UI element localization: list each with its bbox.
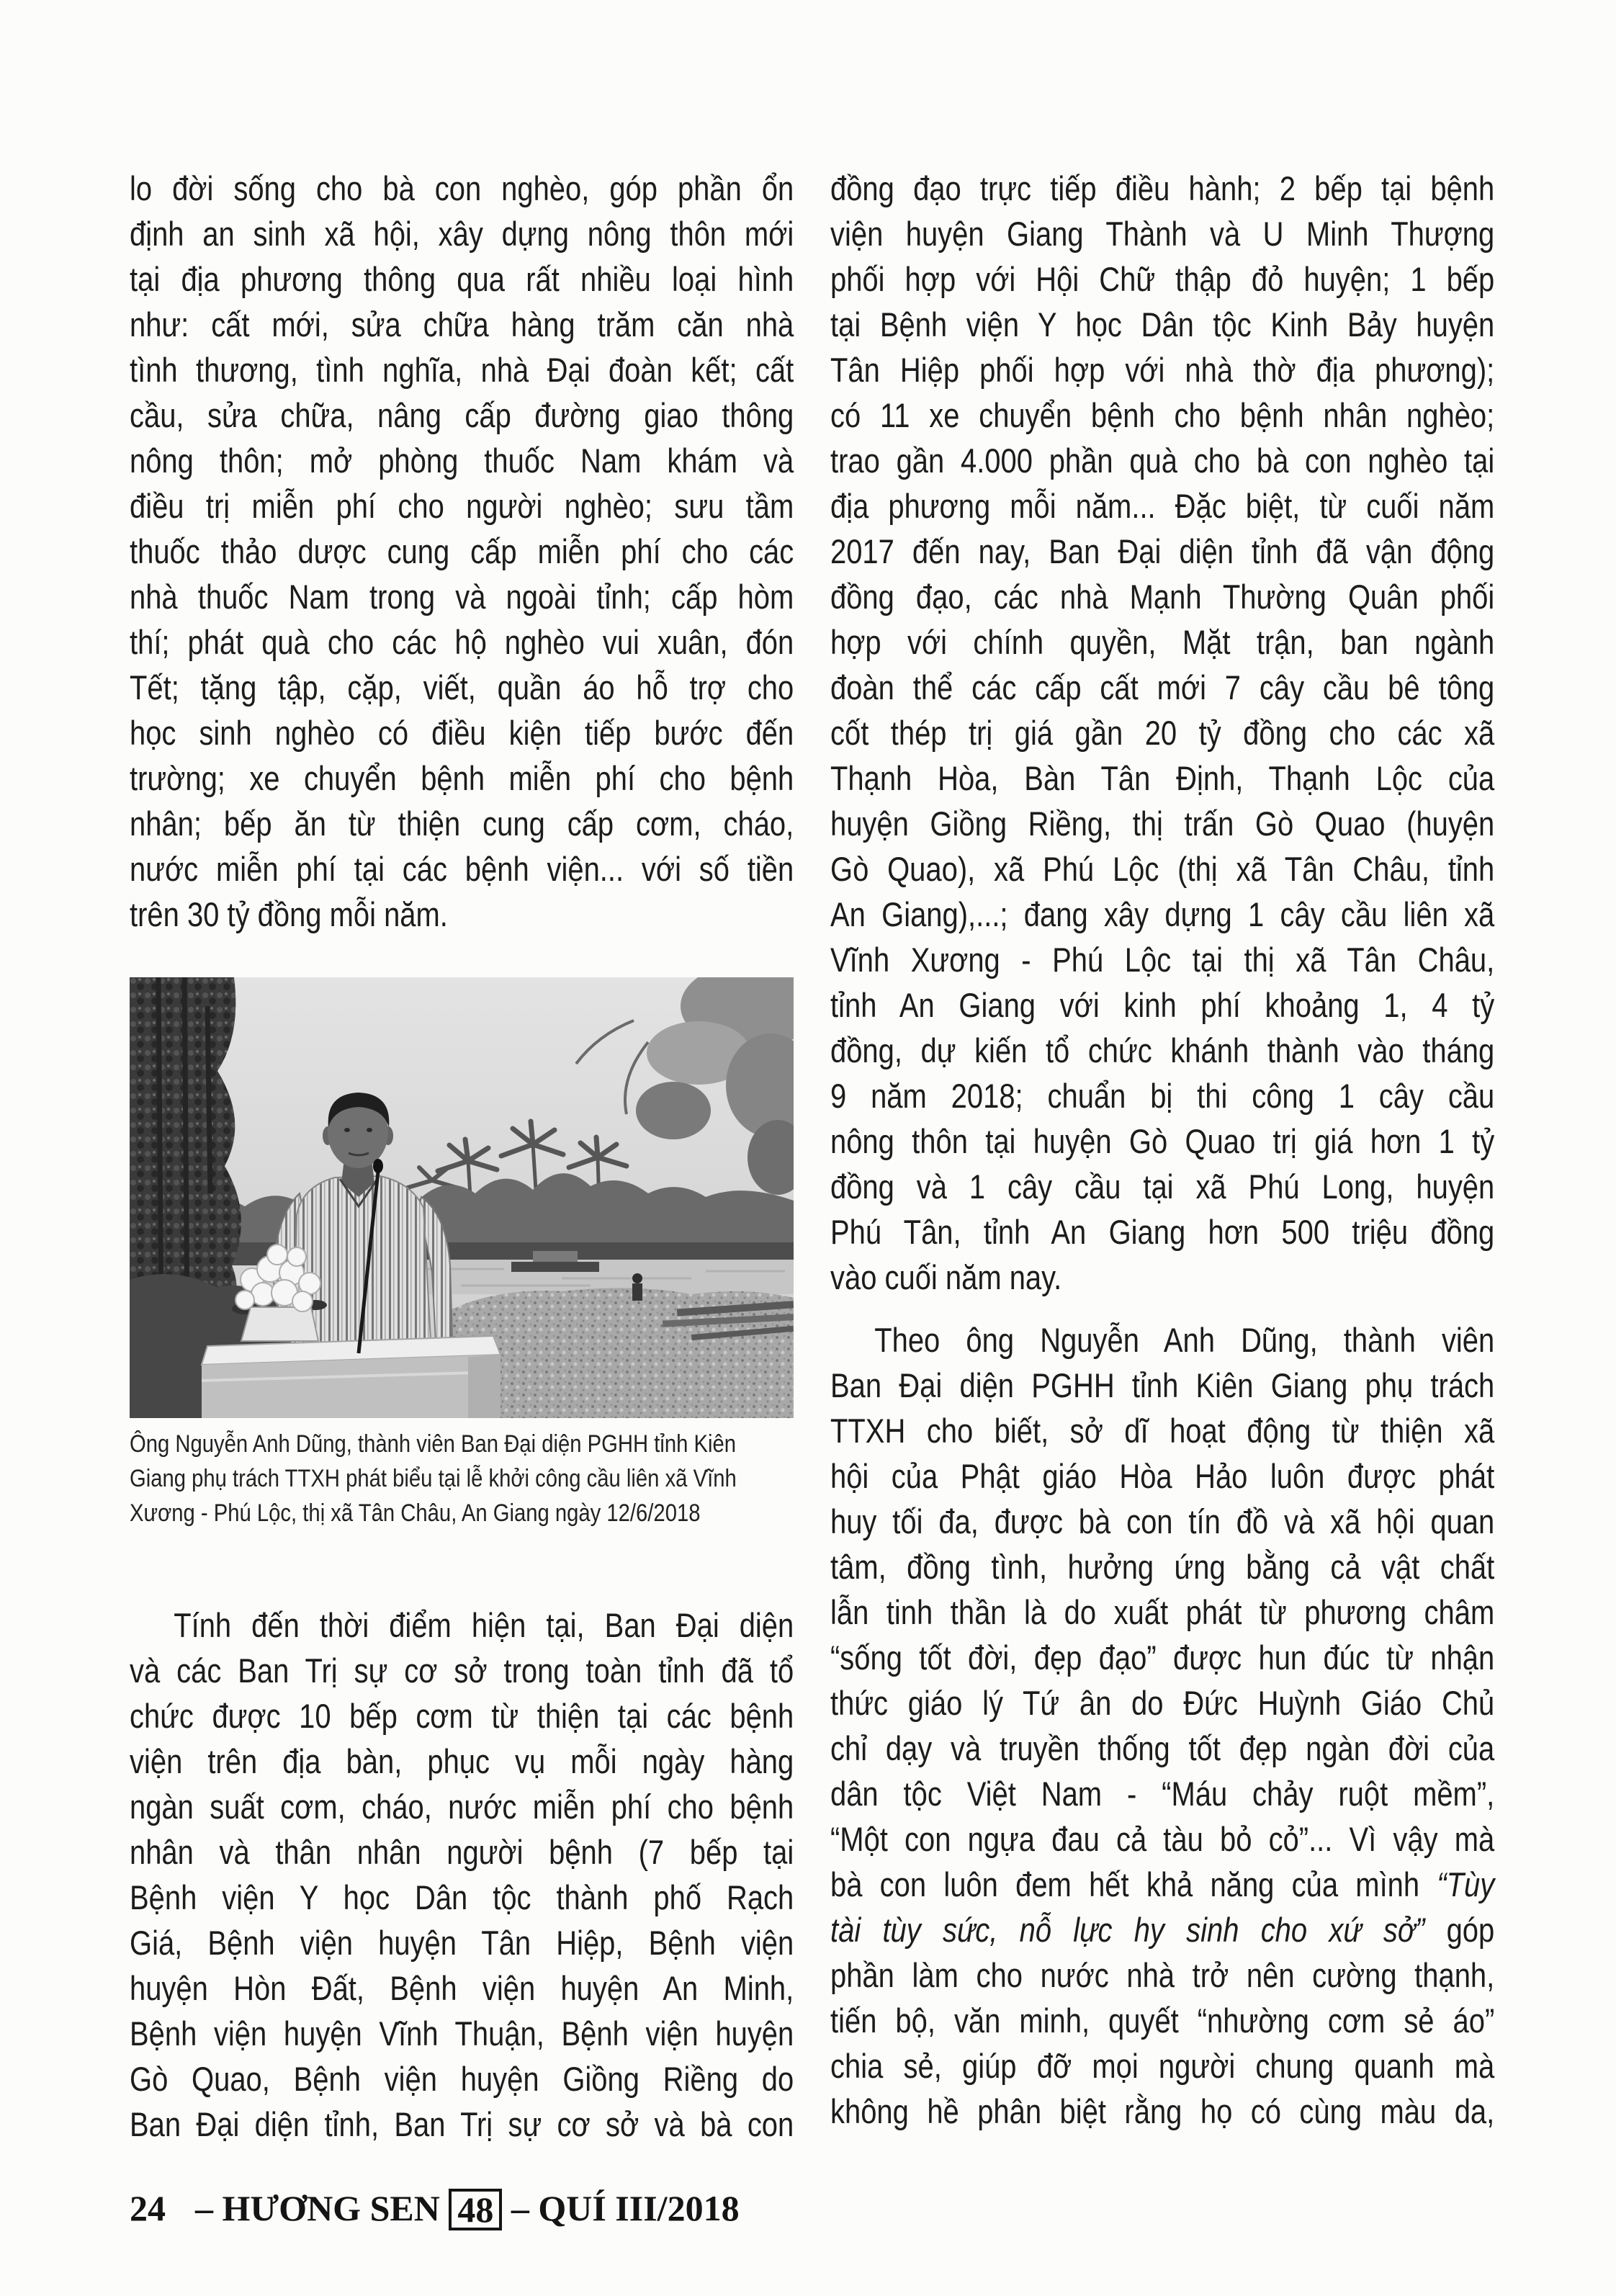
text-line: Thạnh Hòa, Bàn Tân Định, Thạnh Lộc của xyxy=(830,759,1495,797)
text-line: Ban Đại diện PGHH tỉnh Kiên Giang phụ trách xyxy=(830,1366,1495,1404)
text-line: Bệnh viện Y học Dân tộc thành phố Rạch xyxy=(130,1878,794,1916)
text-line: Giang phụ trách TTXH phát biểu tại lễ khởi công cầu liên xã Vĩnh xyxy=(130,1465,737,1492)
text-line: đồng, dự kiến tổ chức khánh thành vào tháng xyxy=(830,1031,1495,1069)
text-line xyxy=(830,1907,1494,1952)
text-line: không hề phân biệt rằng họ có cùng màu da, xyxy=(830,2092,1495,2130)
text-line: tại Bệnh viện Y học Dân tộc Kinh Bảy huyện xyxy=(830,305,1495,344)
text-line: Ban Đại diện tỉnh, Ban Trị sự cơ sở và bà con xyxy=(130,2105,794,2143)
text-line: chức được 10 bếp cơm từ thiện tại các bệnh xyxy=(130,1697,794,1735)
text-line: định an sinh xã hội, xây dựng nông thôn mới xyxy=(130,215,794,253)
text-line: điều trị miễn phí cho người nghèo; sưu tầm xyxy=(130,487,794,525)
text-line: Giá, Bệnh viện huyện Tân Hiệp, Bệnh viện xyxy=(130,1924,794,1962)
text-line: TTXH cho biết, sở dĩ hoạt động từ thiện xã xyxy=(830,1412,1495,1450)
issue-quarter: QUÍ III/2018 xyxy=(538,2188,740,2228)
text-line: phối hợp với Hội Chữ thập đỏ huyện; 1 bếp xyxy=(830,260,1495,298)
text-line: thức giáo lý Tứ ân do Đức Huỳnh Giáo Chủ xyxy=(830,1684,1495,1722)
article-photo xyxy=(130,977,794,1418)
text-line: huy tối đa, được bà con tín đồ và xã hội quan xyxy=(830,1502,1495,1541)
text-line: Tân Hiệp phối hợp với nhà thờ địa phương); xyxy=(830,351,1495,389)
text-line: Ông Nguyễn Anh Dũng, thành viên Ban Đại diện PGHH tỉnh Kiên xyxy=(130,1430,736,1458)
text-line: hội của Phật giáo Hòa Hảo luôn được phát xyxy=(830,1457,1495,1495)
text-line: tâm, đồng tình, hưởng ứng bằng cả vật chất xyxy=(830,1548,1495,1586)
text-line: tình thương, tình nghĩa, nhà Đại đoàn kết; cất xyxy=(130,351,794,389)
text-line: địa phương mỗi năm... Đặc biệt, từ cuối năm xyxy=(830,487,1495,525)
text-line: trao gần 4.000 phần quà cho bà con nghèo tại xyxy=(830,441,1495,480)
text-line: nhân; bếp ăn từ thiện cung cấp cơm, cháo, xyxy=(130,804,794,843)
text-line: tỉnh An Giang với kinh phí khoảng 1, 4 tỷ xyxy=(830,986,1495,1024)
text-line: An Giang),...; đang xây dựng 1 cây cầu liên xã xyxy=(830,895,1495,933)
text-line: phần làm cho nước nhà trở nên cường thạnh, xyxy=(830,1956,1495,1994)
left-column-paragraph-1 xyxy=(130,166,794,937)
magazine-title: HƯƠNG SEN xyxy=(222,2188,440,2228)
issue-number: 48 xyxy=(457,2189,494,2230)
text-line: chỉ dạy và truyền thống tốt đẹp ngàn đời của xyxy=(830,1729,1495,1767)
text-line: viện trên địa bàn, phục vụ mỗi ngày hàng xyxy=(130,1742,794,1780)
text-line: như: cất mới, sửa chữa hàng trăm căn nhà xyxy=(130,305,794,344)
photo-caption xyxy=(130,1427,794,1530)
text-line: nông thôn; mở phòng thuốc Nam khám và xyxy=(130,441,794,480)
text-line: chia sẻ, giúp đỡ mọi người chung quanh mà xyxy=(830,2047,1495,2085)
footer-dash: – xyxy=(195,2188,213,2228)
italic-text: tài tùy sức, nỗ lực hy sinh cho xứ sở” xyxy=(830,1911,1425,1949)
text-line: huyện Giồng Riềng, thị trấn Gò Quao (huyện xyxy=(830,804,1495,843)
left-column-paragraph-2 xyxy=(130,1602,794,2147)
text-line: nước miễn phí tại các bệnh viện... với số tiền xyxy=(130,850,794,888)
text-line: Theo ông Nguyễn Anh Dũng, thành viên xyxy=(874,1321,1495,1359)
text-line: học sinh nghèo có điều kiện tiếp bước đến xyxy=(130,714,794,752)
text-line: nhà thuốc Nam trong và ngoài tỉnh; cấp hòm xyxy=(130,578,794,616)
issue-number-box xyxy=(449,2189,502,2230)
text-line: lẫn tinh thần là do xuất phát từ phương châm xyxy=(830,1593,1495,1631)
text-line: 2017 đến nay, Ban Đại diện tỉnh đã vận động xyxy=(830,532,1495,570)
podium xyxy=(202,1336,500,1418)
page-footer xyxy=(130,2187,740,2230)
text-line: đoàn thể các cấp cất mới 7 cây cầu bê tông xyxy=(830,668,1495,707)
text-line: Tính đến thời điểm hiện tại, Ban Đại diện xyxy=(174,1606,794,1644)
text-line: huyện Hòn Đất, Bệnh viện huyện An Minh, xyxy=(130,1969,794,2007)
text-line: nhân và thân nhân người bệnh (7 bếp tại xyxy=(130,1833,794,1871)
text-line: nông thôn tại huyện Gò Quao trị giá hơn 1 tỷ xyxy=(830,1122,1495,1160)
text-line: thí; phát quà cho các hộ nghèo vui xuân, đón xyxy=(130,623,794,661)
text-line: đồng đạo, các nhà Mạnh Thường Quân phối xyxy=(830,578,1495,616)
text-line: vào cuối năm nay. xyxy=(830,1258,1062,1296)
text-line: có 11 xe chuyển bệnh cho bệnh nhân nghèo; xyxy=(830,396,1495,434)
text-line: tại địa phương thông qua rất nhiều loại hình xyxy=(130,260,794,298)
text-line: dân tộc Việt Nam - “Máu chảy ruột mềm”, xyxy=(830,1775,1495,1813)
text-line: lo đời sống cho bà con nghèo, góp phần ổn xyxy=(130,169,794,207)
text-line: Phú Tân, tỉnh An Giang hơn 500 triệu đồng xyxy=(830,1213,1495,1251)
text-line: viện huyện Giang Thành và U Minh Thượng xyxy=(830,215,1495,253)
text-line: Bệnh viện huyện Vĩnh Thuận, Bệnh viện huyện xyxy=(130,2014,794,2053)
text-line: Tết; tặng tập, cặp, viết, quần áo hỗ trợ cho xyxy=(130,668,794,707)
text-line: “sống tốt đời, đẹp đạo” được hun đúc từ nhận xyxy=(830,1638,1495,1677)
text-line xyxy=(830,1862,1494,1907)
right-column-paragraph-2 xyxy=(830,1317,1494,2134)
text-line: ngàn suất cơm, cháo, nước miễn phí cho bệnh xyxy=(130,1788,794,1826)
right-column-paragraph-1 xyxy=(830,166,1494,1300)
text-line: cầu, sửa chữa, nâng cấp đường giao thông xyxy=(130,396,794,434)
worker-figure xyxy=(632,1273,642,1301)
text-line: và các Ban Trị sự cơ sở trong toàn tỉnh đã tổ xyxy=(130,1651,794,1690)
text-line: Xương - Phú Lộc, thị xã Tân Châu, An Giang ngày 12/6/2018 xyxy=(130,1499,701,1527)
text-segment: bà con luôn đem hết khả năng của mình xyxy=(830,1865,1437,1903)
text-line: Vĩnh Xương - Phú Lộc tại thị xã Tân Châu, xyxy=(830,941,1495,979)
text-line: 9 năm 2018; chuẩn bị thi công 1 cây cầu xyxy=(830,1077,1495,1115)
left-trees xyxy=(130,977,241,1324)
text-line: Gò Quao, Bệnh viện huyện Giồng Riềng do xyxy=(130,2060,794,2098)
text-line: đồng và 1 cây cầu tại xã Phú Long, huyện xyxy=(830,1167,1495,1206)
text-line: thuốc thảo dược cung cấp miễn phí cho các xyxy=(130,532,794,570)
photo-image xyxy=(130,977,794,1418)
text-line: trên 30 tỷ đồng mỗi năm. xyxy=(130,895,448,933)
italic-text: “Tùy xyxy=(1437,1865,1495,1903)
text-segment: góp xyxy=(1424,1911,1495,1949)
text-line: “Một con ngựa đau cả tàu bỏ cỏ”... Vì vậy mà xyxy=(830,1820,1495,1858)
text-line: hợp với chính quyền, Mặt trận, ban ngành xyxy=(830,623,1495,661)
footer-dash: – xyxy=(511,2188,529,2228)
text-line: đồng đạo trực tiếp điều hành; 2 bếp tại bệnh xyxy=(830,169,1495,207)
text-line: trường; xe chuyển bệnh miễn phí cho bệnh xyxy=(130,759,794,797)
page-number: 24 xyxy=(130,2188,166,2228)
text-line: tiến bộ, văn minh, quyết “nhường cơm sẻ áo” xyxy=(830,2001,1495,2040)
text-line: Gò Quao), xã Phú Lộc (thị xã Tân Châu, tỉnh xyxy=(830,850,1495,888)
text-line: cốt thép trị giá gần 20 tỷ đồng cho các xã xyxy=(830,714,1495,752)
